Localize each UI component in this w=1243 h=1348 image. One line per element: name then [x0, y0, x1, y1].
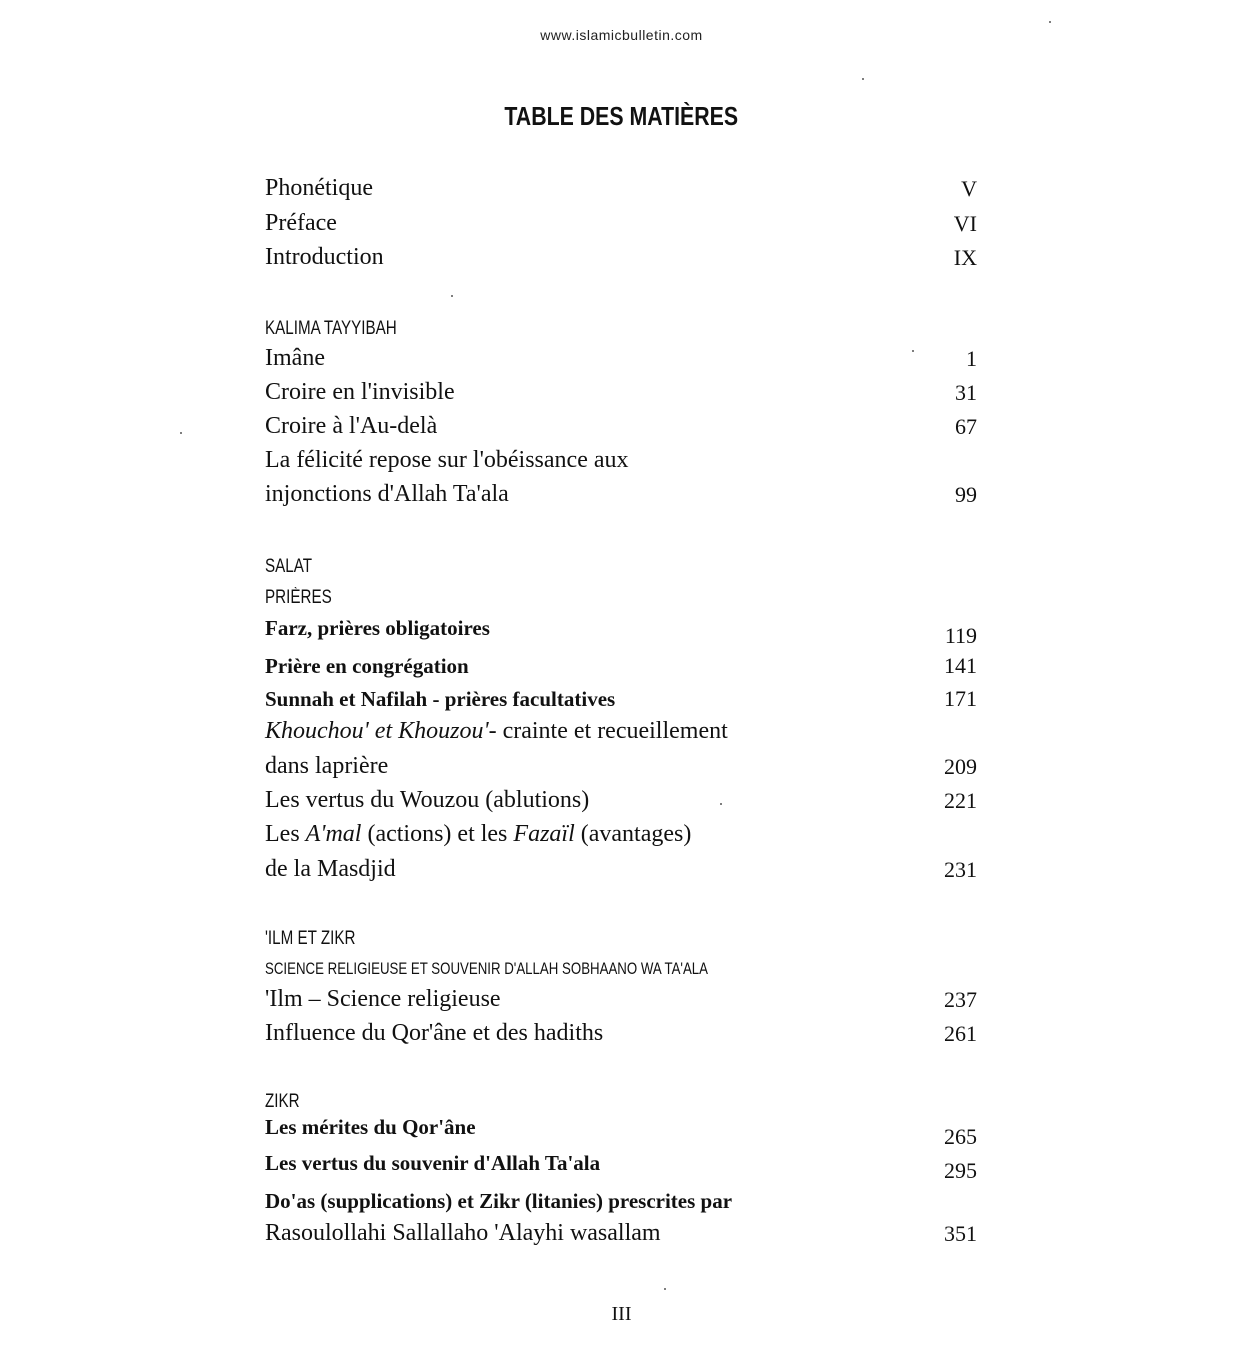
scan-speck: [664, 1288, 666, 1290]
toc-entry-label: Prière en congrégation: [265, 654, 469, 678]
toc-entry: [265, 983, 977, 1015]
toc-entry-label: [265, 718, 728, 745]
toc-entry-label: Les vertus du souvenir d'Allah Ta'ala: [265, 1151, 601, 1175]
toc-entry: [265, 750, 977, 782]
toc-entry: [265, 818, 977, 850]
toc-entry-label-start: Les: [265, 821, 306, 847]
toc-entry-page: 141: [944, 653, 977, 678]
toc-entry: [265, 784, 977, 816]
scan-speck: [912, 350, 914, 352]
toc-entry-page: 221: [944, 788, 977, 813]
toc-entry-page: 351: [944, 1221, 977, 1246]
section-heading: [265, 922, 977, 954]
toc-entry-page: 31: [955, 380, 977, 405]
toc-entry: [265, 649, 977, 681]
toc-entry-label: Préface: [265, 210, 337, 236]
toc-entry-label: dans laprière: [265, 753, 389, 779]
toc-entry-page: 209: [944, 754, 977, 779]
toc-entry: [265, 207, 977, 239]
section-subheading: [265, 581, 977, 613]
section-subheading: [265, 951, 977, 983]
toc-entry-label: Croire en l'invisible: [265, 379, 455, 405]
toc-entry-page: VI: [953, 211, 977, 236]
toc-entry-label: Farz, prières obligatoires: [265, 616, 490, 640]
toc-entry-label: La félicité repose sur l'obéissance aux: [265, 447, 629, 473]
toc-entry-label-end: (avantages): [574, 821, 692, 847]
toc-entry-page: 67: [955, 414, 977, 439]
toc-entry: [265, 478, 977, 510]
toc-entry: [265, 1184, 977, 1216]
toc-entry: [265, 715, 977, 747]
toc-entry: [265, 853, 977, 885]
toc-entry-label-rest: - crainte et recueillement: [488, 718, 728, 744]
toc-entry-label: de la Masdjid: [265, 856, 396, 882]
toc-entry: [265, 1217, 977, 1249]
toc-entry-label: Influence du Qor'âne et des hadiths: [265, 1020, 604, 1046]
toc-entry-label: Les mérites du Qor'âne: [265, 1115, 476, 1139]
source-url: www.islamicbulletin.com: [540, 27, 703, 43]
toc-entry-label: Sunnah et Nafilah - prières facultatives: [265, 687, 616, 711]
scan-speck: [451, 295, 453, 297]
scan-speck: [862, 78, 864, 80]
section-heading-label: 'ILM ET ZIKR: [265, 928, 356, 949]
toc-entry: [265, 682, 977, 714]
page-number: III: [611, 1303, 632, 1325]
toc-entry-label: [265, 821, 691, 848]
section-heading-label: SALAT: [265, 556, 313, 577]
toc-entry-page: IX: [953, 245, 977, 270]
scan-speck: [180, 432, 182, 434]
toc-entry: [265, 1110, 977, 1149]
toc-entry: [265, 410, 977, 442]
toc-entry-label: Rasoulollahi Sallallaho 'Alayhi wasallam: [265, 1220, 661, 1246]
toc-entry-label: injonctions d'Allah Ta'ala: [265, 481, 509, 507]
toc-entry-label: Do'as (supplications) et Zikr (litanies) prescrites par: [265, 1189, 733, 1213]
section-subheading-label: SCIENCE RELIGIEUSE ET SOUVENIR D'ALLAH SOBHAANO WA TA'ALA: [265, 959, 709, 978]
toc-entry-label: Imâne: [265, 345, 325, 371]
toc-entry-page: 265: [944, 1124, 977, 1149]
toc-entry-page: 99: [955, 482, 977, 507]
toc-entry-page: 237: [944, 987, 977, 1012]
section-subheading-label: PRIÈRES: [265, 587, 332, 608]
toc-entry-label: Croire à l'Au-delà: [265, 413, 438, 439]
toc-entry-label-mid: (actions) et les: [361, 821, 514, 847]
toc-entry-label: Introduction: [265, 244, 384, 270]
toc-entry-italic-term: Khouchou' et Khouzou': [265, 718, 489, 744]
toc-entry: [265, 611, 977, 648]
toc-entry: [265, 376, 977, 408]
toc-entry: [265, 342, 977, 374]
toc-entry: [265, 241, 977, 273]
toc-entry: [265, 1146, 977, 1183]
toc-entry: [265, 1017, 977, 1049]
toc-entry-label: Les vertus du Wouzou (ablutions): [265, 787, 590, 813]
toc-entry: [265, 444, 977, 476]
toc-entry-italic-term: Fazaïl: [513, 821, 575, 847]
toc-entry-label: 'Ilm – Science religieuse: [265, 986, 501, 1012]
toc-entry-page: 261: [944, 1021, 977, 1046]
toc-entry-page: 171: [944, 686, 977, 711]
page-title: TABLE DES MATIÈRES: [504, 101, 739, 131]
toc-entry-page: V: [961, 176, 977, 201]
toc-entry-italic-term: A'mal: [305, 821, 362, 847]
section-heading-label: KALIMA TAYYIBAH: [265, 318, 397, 339]
section-heading: [265, 550, 977, 582]
toc-entry-page: 295: [944, 1158, 977, 1183]
toc-entry-label: Phonétique: [265, 175, 373, 201]
toc-entry-page: 231: [944, 857, 977, 882]
scan-speck: [1049, 21, 1051, 23]
toc-entry-page: 119: [944, 623, 977, 648]
section-heading: [265, 312, 977, 344]
section-heading-label: ZIKR: [265, 1091, 300, 1112]
toc-entry: [265, 172, 977, 204]
scan-speck: [720, 803, 722, 805]
toc-entry-page: 1: [966, 346, 977, 371]
